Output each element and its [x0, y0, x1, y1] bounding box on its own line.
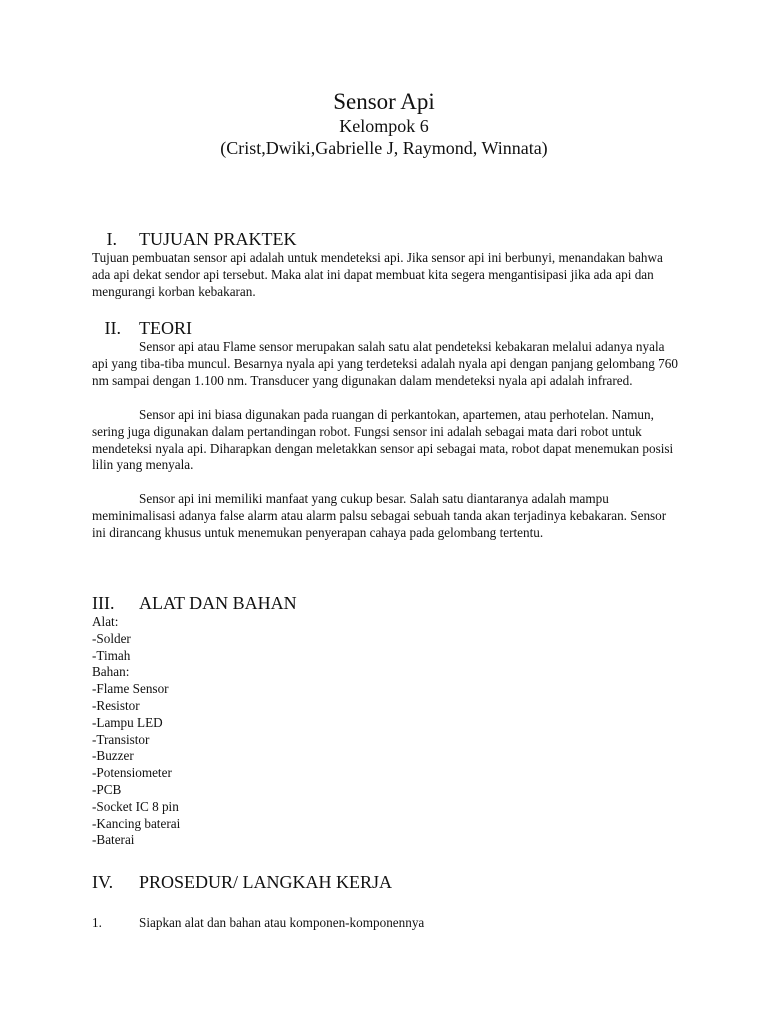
list-item: -Lampu LED	[92, 714, 163, 730]
section-number: III.	[92, 593, 115, 613]
group-members: (Crist,Dwiki,Gabrielle J, Raymond, Winnata)	[220, 138, 548, 158]
procedure-step	[92, 914, 682, 931]
section-number: IV.	[92, 872, 114, 892]
document-title: Sensor Api	[333, 89, 435, 114]
list-item: -PCB	[92, 781, 122, 797]
section-title: ALAT DAN BAHAN	[139, 593, 297, 613]
list-item: -Baterai	[92, 832, 135, 848]
section-title: PROSEDUR/ LANGKAH KERJA	[139, 872, 393, 892]
list-item: -Potensiometer	[92, 765, 172, 781]
theory-paragraph-1: Sensor api atau Flame sensor merupakan salah satu alat pendeteksi kebakaran melalui adanya nyala api yang tiba-tiba muncul. Besarnya nyala api yang terdeteksi adalah nyala api dengan panjang gelombang 760 nm sampai dengan 1.100 nm. Transducer yang digunakan dalam mendeteksi nyala api adalah infrared.	[92, 339, 678, 388]
list-item: Bahan:	[92, 664, 130, 680]
section-prosedur	[92, 871, 682, 931]
step-text: Siapkan alat dan bahan atau komponen-komponennya	[139, 915, 425, 930]
section-alat-bahan	[92, 592, 682, 849]
list-item: -Flame Sensor	[92, 681, 169, 697]
document-subtitle: Kelompok 6	[339, 116, 429, 136]
list-item: -Socket IC 8 pin	[92, 798, 179, 814]
section-number: I.	[106, 229, 117, 249]
list-item: -Buzzer	[92, 748, 134, 764]
theory-paragraph-3: Sensor api ini memiliki manfaat yang cukup besar. Salah satu diantaranya adalah mampu meminimalisasi adanya false alarm atau alarm palsu sebagai sebuah tanda akan terjadinya kebakaran. Sensor ini dirancang khusus untuk menemukan penyerapan cahaya pada gelombang tertentu.	[92, 491, 667, 541]
materials-list	[92, 614, 682, 849]
section-paragraph: Tujuan pembuatan sensor api adalah untuk mendeteksi api. Jika sensor api ini berbunyi, menandakan bahwa ada api dekat sendor api tersebut. Maka alat ini dapat membuat kita segera mengantisipasi jika ada api dan mengurangi korban kebakaran.	[92, 250, 663, 299]
step-number: 1.	[92, 915, 102, 930]
section-number: II.	[104, 318, 121, 338]
section-teori	[92, 317, 682, 542]
section-title: TEORI	[139, 318, 192, 338]
list-item: -Transistor	[92, 731, 150, 747]
section-tujuan	[92, 228, 682, 301]
section-heading	[92, 228, 682, 250]
list-item: Alat:	[92, 614, 119, 629]
list-item: -Solder	[92, 630, 131, 646]
list-item: -Timah	[92, 647, 131, 663]
list-item: -Kancing baterai	[92, 815, 181, 831]
section-heading	[92, 592, 682, 614]
list-item: -Resistor	[92, 697, 140, 713]
section-heading	[92, 317, 682, 339]
section-heading	[92, 871, 682, 893]
section-title: TUJUAN PRAKTEK	[139, 229, 297, 249]
title-block	[0, 88, 768, 159]
theory-paragraph-2: Sensor api ini biasa digunakan pada ruangan di perkantokan, apartemen, atau perhotelan. Namun, sering juga digunakan dalam pertandingan robot. Fungsi sensor ini adalah sebagai mata dari robot untuk mendeteksi nyala api. Diharapkan dengan meletakkan sensor api sebagai mata, robot dapat menemukan posisi lilin yang menyala.	[92, 406, 674, 473]
